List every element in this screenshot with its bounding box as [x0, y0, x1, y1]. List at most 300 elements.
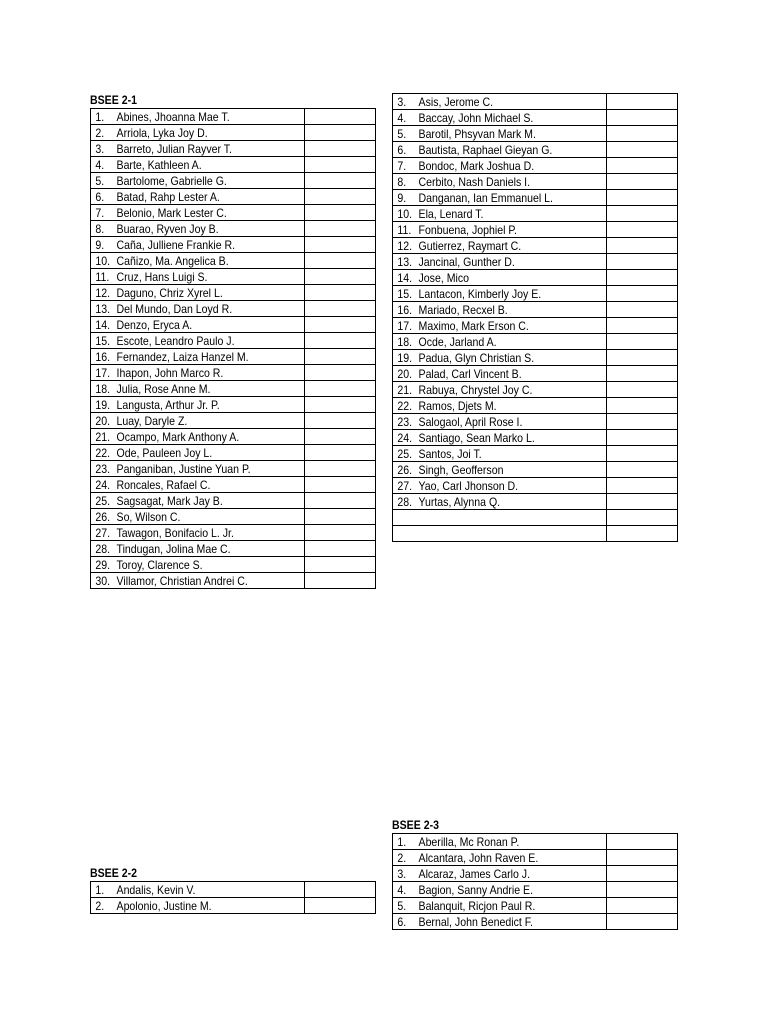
table-row: [393, 158, 678, 174]
student-name: Arriola, Lyka Joy D.: [116, 125, 208, 140]
student-name-cell: [91, 253, 305, 269]
student-name-cell: [91, 509, 305, 525]
student-name-cell: [91, 285, 305, 301]
blank-cell: [607, 898, 678, 914]
blank-cell: [305, 125, 376, 141]
student-name: Cerbito, Nash Daniels I.: [418, 174, 531, 189]
student-name-cell: [393, 430, 607, 446]
student-name: Salogaol, April Rose I.: [418, 414, 523, 429]
student-name-cell: [393, 206, 607, 222]
blank-cell: [305, 253, 376, 269]
table-row: [91, 317, 376, 333]
blank-cell: [607, 174, 678, 190]
row-number: 3.: [95, 141, 105, 156]
blank-cell: [305, 333, 376, 349]
blank-cell: [305, 141, 376, 157]
table-row: [91, 493, 376, 509]
student-name: Cruz, Hans Luigi S.: [116, 269, 208, 284]
blank-cell: [607, 914, 678, 930]
blank-cell: [305, 317, 376, 333]
student-name: Ode, Pauleen Joy L.: [116, 445, 213, 460]
blank-cell: [305, 461, 376, 477]
student-name-cell: [91, 157, 305, 173]
table-row: [393, 350, 678, 366]
table-row: [393, 334, 678, 350]
row-number: 17.: [397, 318, 413, 333]
student-name: Tindugan, Jolina Mae C.: [116, 541, 231, 556]
blank-cell: [607, 510, 678, 526]
row-number: 21.: [397, 382, 413, 397]
student-name: Singh, Geofferson: [418, 462, 504, 477]
blank-cell: [305, 109, 376, 125]
table-row: [393, 318, 678, 334]
blank-cell: [305, 189, 376, 205]
student-name: Sagsagat, Mark Jay B.: [116, 493, 223, 508]
table-row: [91, 125, 376, 141]
blank-cell: [607, 494, 678, 510]
student-name: Ela, Lenard T.: [418, 206, 484, 221]
blank-cell: [305, 381, 376, 397]
student-name-cell: [91, 221, 305, 237]
table-row: [91, 557, 376, 573]
row-number: 2.: [95, 898, 105, 913]
blank-cell: [305, 237, 376, 253]
student-name-cell: [91, 109, 305, 125]
student-name: Escote, Leandro Paulo J.: [116, 333, 235, 348]
student-name-cell: [393, 350, 607, 366]
table-row: [393, 206, 678, 222]
student-name: Baccay, John Michael S.: [418, 110, 534, 125]
row-number: 19.: [397, 350, 413, 365]
row-number: 11.: [397, 222, 412, 237]
blank-cell: [607, 430, 678, 446]
blank-cell: [305, 285, 376, 301]
roster-table: [392, 833, 678, 930]
table-row: [393, 866, 678, 882]
row-number: 8.: [397, 174, 407, 189]
blank-cell: [305, 573, 376, 589]
table-row: [393, 494, 678, 510]
row-number: 4.: [397, 882, 407, 897]
section-bsee-2-3: [392, 817, 678, 930]
blank-cell: [607, 866, 678, 882]
table-row: [393, 882, 678, 898]
table-row: [91, 477, 376, 493]
row-number: 29.: [95, 557, 111, 572]
blank-cell: [305, 157, 376, 173]
row-number: 7.: [95, 205, 105, 220]
student-name-cell: [91, 141, 305, 157]
blank-cell: [305, 429, 376, 445]
table-row: [393, 94, 678, 110]
student-name-cell: [91, 898, 305, 914]
row-number: 17.: [95, 365, 111, 380]
row-number: 13.: [397, 254, 413, 269]
section-bsee-2-1: [90, 92, 376, 589]
row-number: 18.: [95, 381, 111, 396]
roster-table: [90, 881, 376, 914]
student-name-cell: [393, 478, 607, 494]
table-row: [91, 221, 376, 237]
row-number: 1.: [397, 834, 407, 849]
row-number: 1.: [95, 109, 105, 124]
student-name-cell: [91, 493, 305, 509]
row-number: 9.: [95, 237, 105, 252]
blank-cell: [305, 205, 376, 221]
table-row: [393, 270, 678, 286]
student-name-cell: [393, 494, 607, 510]
row-number: 6.: [397, 914, 407, 929]
student-name-cell: [393, 254, 607, 270]
student-name: Panganiban, Justine Yuan P.: [116, 461, 251, 476]
blank-cell: [305, 882, 376, 898]
student-name-cell: [91, 125, 305, 141]
table-row: [91, 413, 376, 429]
row-number: 2.: [95, 125, 105, 140]
table-row: [91, 429, 376, 445]
student-name: Alcantara, John Raven E.: [418, 850, 539, 865]
row-number: 1.: [95, 882, 105, 897]
blank-cell: [305, 221, 376, 237]
blank-cell: [607, 526, 678, 542]
blank-cell: [607, 206, 678, 222]
student-name: Barreto, Julian Rayver T.: [116, 141, 232, 156]
blank-cell: [607, 446, 678, 462]
table-row: [91, 365, 376, 381]
student-name: Daguno, Chriz Xyrel L.: [116, 285, 223, 300]
student-name-cell: [393, 834, 607, 850]
student-name: Bondoc, Mark Joshua D.: [418, 158, 535, 173]
table-row: [91, 397, 376, 413]
table-row: [393, 382, 678, 398]
student-name-cell: [91, 317, 305, 333]
table-row: [91, 381, 376, 397]
student-name: Tawagon, Bonifacio L. Jr.: [116, 525, 234, 540]
student-name-cell: [91, 445, 305, 461]
student-name: Barotil, Phsyvan Mark M.: [418, 126, 536, 141]
blank-cell: [607, 382, 678, 398]
blank-cell: [607, 238, 678, 254]
student-name-cell: [91, 205, 305, 221]
student-name-cell: [91, 429, 305, 445]
table-row: [91, 509, 376, 525]
student-name-cell: [91, 557, 305, 573]
blank-cell: [305, 898, 376, 914]
blank-cell: [305, 397, 376, 413]
blank-cell: [607, 286, 678, 302]
student-name-cell: [393, 270, 607, 286]
table-row: [393, 414, 678, 430]
blank-cell: [607, 834, 678, 850]
student-name: Yao, Carl Jhonson D.: [418, 478, 519, 493]
row-number: 20.: [95, 413, 111, 428]
row-number: 28.: [397, 494, 413, 509]
student-name-cell: [393, 286, 607, 302]
row-number: 4.: [397, 110, 407, 125]
student-name: Bagion, Sanny Andrie E.: [418, 882, 534, 897]
table-row: [91, 349, 376, 365]
blank-cell: [607, 478, 678, 494]
student-name-cell: [91, 477, 305, 493]
student-name-cell: [393, 898, 607, 914]
table-row: [393, 462, 678, 478]
table-row: [393, 430, 678, 446]
blank-cell: [607, 414, 678, 430]
table-row: [393, 174, 678, 190]
student-name: Ramos, Djets M.: [418, 398, 497, 413]
student-name-cell: [91, 333, 305, 349]
table-row: [91, 301, 376, 317]
row-number: 5.: [397, 126, 407, 141]
blank-cell: [607, 254, 678, 270]
section-bsee-2-1-continued: [392, 93, 678, 542]
student-name-cell: [393, 382, 607, 398]
student-name: Roncales, Rafael C.: [116, 477, 211, 492]
blank-cell: [607, 302, 678, 318]
row-number: 27.: [397, 478, 413, 493]
row-number: 22.: [95, 445, 111, 460]
student-name-cell: [91, 541, 305, 557]
blank-cell: [305, 477, 376, 493]
blank-cell: [607, 94, 678, 110]
row-number: 5.: [397, 898, 407, 913]
table-row: [91, 461, 376, 477]
row-number: 10.: [397, 206, 413, 221]
student-name-cell: [393, 142, 607, 158]
student-name: Apolonio, Justine M.: [116, 898, 212, 913]
table-row: [91, 898, 376, 914]
student-name-cell: [91, 525, 305, 541]
table-row: [393, 110, 678, 126]
row-number: 5.: [95, 173, 105, 188]
student-name: Buarao, Ryven Joy B.: [116, 221, 219, 236]
student-name-cell: [91, 269, 305, 285]
table-row: [91, 285, 376, 301]
table-row: [91, 173, 376, 189]
student-name-cell: [91, 349, 305, 365]
table-row: [393, 286, 678, 302]
student-name: Barte, Kathleen A.: [116, 157, 202, 172]
row-number: 15.: [95, 333, 111, 348]
blank-cell: [305, 541, 376, 557]
section-title: BSEE 2-2: [90, 866, 137, 880]
blank-cell: [305, 509, 376, 525]
student-name-cell: [393, 446, 607, 462]
roster-table: [90, 108, 376, 589]
student-name: So, Wilson C.: [116, 509, 181, 524]
student-name-cell: [91, 413, 305, 429]
table-row: [91, 445, 376, 461]
blank-cell: [607, 334, 678, 350]
row-number: 10.: [95, 253, 111, 268]
student-name: Jose, Mico: [418, 270, 469, 285]
student-name-cell: [393, 190, 607, 206]
table-row: [393, 834, 678, 850]
table-row: [393, 222, 678, 238]
student-name: Del Mundo, Dan Loyd R.: [116, 301, 233, 316]
student-name: Batad, Rahp Lester A.: [116, 189, 220, 204]
student-name-cell: [91, 173, 305, 189]
table-row: [91, 141, 376, 157]
row-number: 14.: [397, 270, 413, 285]
blank-cell: [607, 398, 678, 414]
row-number: 6.: [95, 189, 105, 204]
student-name: Julia, Rose Anne M.: [116, 381, 211, 396]
row-number: 8.: [95, 221, 105, 236]
student-name: Padua, Glyn Christian S.: [418, 350, 535, 365]
row-number: 20.: [397, 366, 413, 381]
roster-table: [392, 93, 678, 542]
student-name: Rabuya, Chrystel Joy C.: [418, 382, 533, 397]
table-row: [393, 510, 678, 526]
row-number: 27.: [95, 525, 111, 540]
row-number: 13.: [95, 301, 111, 316]
student-name: Bernal, John Benedict F.: [418, 914, 533, 929]
table-row: [91, 109, 376, 125]
row-number: 24.: [95, 477, 111, 492]
student-name: Mariado, Recxel B.: [418, 302, 508, 317]
student-name: Danganan, Ian Emmanuel L.: [418, 190, 553, 205]
blank-cell: [305, 445, 376, 461]
student-name-cell: [91, 882, 305, 898]
table-row: [91, 189, 376, 205]
student-name-cell: [393, 398, 607, 414]
table-row: [393, 898, 678, 914]
student-name: Jancinal, Gunther D.: [418, 254, 515, 269]
student-name: Santiago, Sean Marko L.: [418, 430, 535, 445]
student-name: Gutierrez, Raymart C.: [418, 238, 522, 253]
table-row: [91, 237, 376, 253]
student-name: Palad, Carl Vincent B.: [418, 366, 522, 381]
blank-cell: [607, 270, 678, 286]
blank-cell: [305, 557, 376, 573]
row-number: 7.: [397, 158, 407, 173]
student-name-cell: [91, 365, 305, 381]
row-number: 12.: [397, 238, 413, 253]
table-row: [393, 914, 678, 930]
table-row: [91, 269, 376, 285]
blank-cell: [607, 222, 678, 238]
row-number: 19.: [95, 397, 111, 412]
blank-cell: [305, 365, 376, 381]
blank-cell: [607, 110, 678, 126]
student-name-cell: [393, 318, 607, 334]
student-name-cell: [393, 158, 607, 174]
student-name-cell: [91, 461, 305, 477]
student-name-cell: [91, 301, 305, 317]
student-name: Denzo, Eryca A.: [116, 317, 193, 332]
student-name: Ocde, Jarland A.: [418, 334, 497, 349]
table-row: [91, 882, 376, 898]
student-name: Caña, Julliene Frankie R.: [116, 237, 236, 252]
student-name: Fonbuena, Jophiel P.: [418, 222, 517, 237]
row-number: 6.: [397, 142, 407, 157]
row-number: 25.: [397, 446, 413, 461]
student-name: Maximo, Mark Erson C.: [418, 318, 529, 333]
table-row: [393, 398, 678, 414]
student-name: Santos, Joi T.: [418, 446, 482, 461]
blank-cell: [305, 525, 376, 541]
table-row: [393, 526, 678, 542]
student-name: Balanquit, Ricjon Paul R.: [418, 898, 536, 913]
student-name-cell: [393, 510, 607, 526]
row-number: 24.: [397, 430, 413, 445]
blank-cell: [607, 126, 678, 142]
blank-cell: [305, 493, 376, 509]
table-row: [91, 525, 376, 541]
table-row: [91, 205, 376, 221]
table-row: [91, 573, 376, 589]
student-name-cell: [393, 866, 607, 882]
blank-cell: [305, 301, 376, 317]
student-name-cell: [393, 302, 607, 318]
student-name-cell: [393, 526, 607, 542]
row-number: 26.: [397, 462, 413, 477]
row-number: 23.: [397, 414, 413, 429]
blank-cell: [305, 349, 376, 365]
student-name-cell: [91, 237, 305, 253]
table-row: [393, 126, 678, 142]
section-title: BSEE 2-3: [392, 818, 439, 832]
blank-cell: [607, 142, 678, 158]
section-title: BSEE 2-1: [90, 93, 137, 107]
student-name-cell: [393, 366, 607, 382]
table-row: [393, 446, 678, 462]
student-name: Bartolome, Gabrielle G.: [116, 173, 227, 188]
student-name: Cañizo, Ma. Angelica B.: [116, 253, 229, 268]
student-name: Lantacon, Kimberly Joy E.: [418, 286, 542, 301]
blank-cell: [607, 882, 678, 898]
student-name-cell: [393, 110, 607, 126]
student-name: Asis, Jerome C.: [418, 94, 494, 109]
student-name-cell: [393, 882, 607, 898]
row-number: 3.: [397, 94, 407, 109]
row-number: 15.: [397, 286, 413, 301]
student-name-cell: [393, 94, 607, 110]
row-number: 14.: [95, 317, 111, 332]
table-row: [91, 333, 376, 349]
student-name-cell: [393, 126, 607, 142]
student-name-cell: [91, 573, 305, 589]
blank-cell: [305, 413, 376, 429]
blank-cell: [607, 350, 678, 366]
student-name: Yurtas, Alynna Q.: [418, 494, 501, 509]
student-name: Luay, Daryle Z.: [116, 413, 188, 428]
table-row: [393, 366, 678, 382]
student-name: Andalis, Kevin V.: [116, 882, 196, 897]
student-name-cell: [393, 850, 607, 866]
student-name-cell: [393, 914, 607, 930]
row-number: 28.: [95, 541, 111, 556]
student-name: Fernandez, Laiza Hanzel M.: [116, 349, 249, 364]
table-row: [393, 190, 678, 206]
blank-cell: [607, 366, 678, 382]
student-name: Aberilla, Mc Ronan P.: [418, 834, 520, 849]
student-name: Ocampo, Mark Anthony A.: [116, 429, 240, 444]
student-name-cell: [393, 462, 607, 478]
student-name: Villamor, Christian Andrei C.: [116, 573, 248, 588]
student-name: Abines, Jhoanna Mae T.: [116, 109, 230, 124]
student-name-cell: [393, 334, 607, 350]
table-row: [393, 302, 678, 318]
row-number: 22.: [397, 398, 413, 413]
row-number: 11.: [95, 269, 110, 284]
blank-cell: [607, 158, 678, 174]
table-row: [393, 142, 678, 158]
student-name: Ihapon, John Marco R.: [116, 365, 224, 380]
row-number: 16.: [95, 349, 111, 364]
student-name: Toroy, Clarence S.: [116, 557, 203, 572]
